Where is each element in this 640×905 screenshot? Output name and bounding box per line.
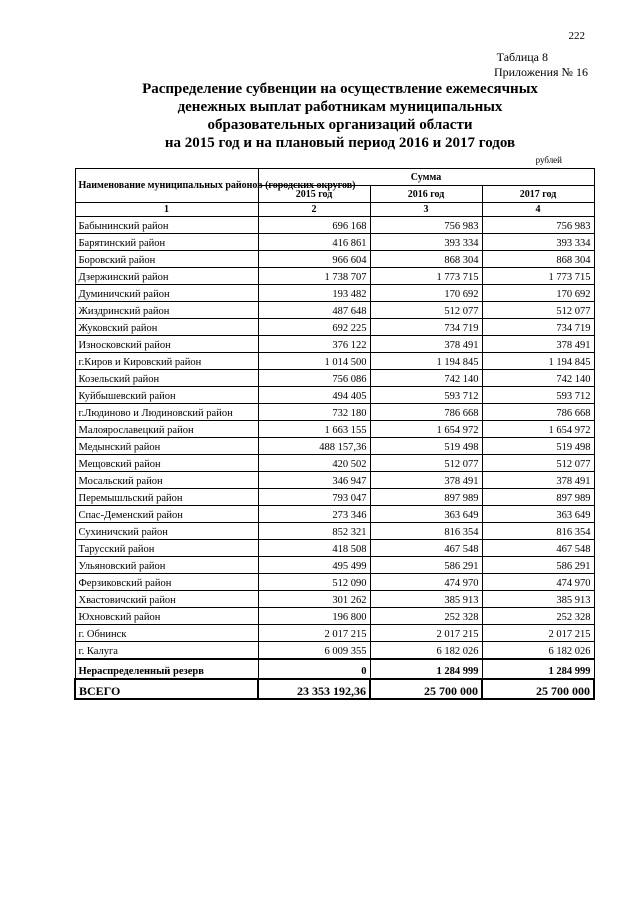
value-2015: 692 225 (258, 319, 370, 336)
value-2016: 1 654 972 (370, 421, 482, 438)
value-2016: 2 017 215 (370, 625, 482, 642)
table-row (75, 472, 594, 489)
value-2015: 1 738 707 (258, 268, 370, 285)
subvention-table (74, 168, 595, 700)
row-name: Бабынинский район (75, 217, 258, 234)
value-2016: 252 328 (370, 608, 482, 625)
value-2015: 495 499 (258, 557, 370, 574)
value-2017: 1 284 999 (482, 659, 594, 679)
value-2017: 474 970 (482, 574, 594, 591)
value-2015: 0 (258, 659, 370, 679)
value-2016: 385 913 (370, 591, 482, 608)
value-2016: 378 491 (370, 336, 482, 353)
value-2016: 734 719 (370, 319, 482, 336)
table-row (75, 370, 594, 387)
column-number: 3 (370, 203, 482, 217)
value-2016: 512 077 (370, 455, 482, 472)
value-2017: 734 719 (482, 319, 594, 336)
row-name: г. Обнинск (75, 625, 258, 642)
row-name: Износковский район (75, 336, 258, 353)
units-label: рублей (535, 155, 562, 165)
value-2017: 25 700 000 (482, 679, 594, 699)
value-2016: 363 649 (370, 506, 482, 523)
row-name: Думиничский район (75, 285, 258, 302)
table-body (75, 217, 594, 660)
value-2016: 1 194 845 (370, 353, 482, 370)
column-header-2016: 2016 год (370, 186, 482, 203)
table-label: Таблица 8 (496, 50, 548, 64)
row-name: Спас-Деменский район (75, 506, 258, 523)
value-2017: 512 077 (482, 302, 594, 319)
value-2015: 488 157,36 (258, 438, 370, 455)
value-2016: 6 182 026 (370, 642, 482, 660)
table-row (75, 421, 594, 438)
value-2015: 301 262 (258, 591, 370, 608)
document-title (120, 80, 560, 152)
table-row (75, 506, 594, 523)
table-row (75, 268, 594, 285)
row-name: ВСЕГО (75, 679, 258, 699)
value-2017: 816 354 (482, 523, 594, 540)
table-row (75, 574, 594, 591)
row-name: Сухиничский район (75, 523, 258, 540)
value-2017: 897 989 (482, 489, 594, 506)
table-row (75, 217, 594, 234)
row-name: Мещовский район (75, 455, 258, 472)
value-2017: 378 491 (482, 336, 594, 353)
value-2015: 346 947 (258, 472, 370, 489)
value-2015: 418 508 (258, 540, 370, 557)
row-name: г.Киров и Кировский район (75, 353, 258, 370)
appendix-label: Приложения № 16 (493, 65, 588, 79)
column-header-2017: 2017 год (482, 186, 594, 203)
row-name: Хвастовичский район (75, 591, 258, 608)
value-2015: 487 648 (258, 302, 370, 319)
value-2015: 196 800 (258, 608, 370, 625)
value-2016: 1 284 999 (370, 659, 482, 679)
total-row (75, 679, 594, 699)
value-2016: 519 498 (370, 438, 482, 455)
value-2015: 732 180 (258, 404, 370, 421)
row-name: Перемышльский район (75, 489, 258, 506)
row-name: Жиздринский район (75, 302, 258, 319)
value-2015: 696 168 (258, 217, 370, 234)
value-2015: 416 861 (258, 234, 370, 251)
value-2016: 868 304 (370, 251, 482, 268)
row-name: Ульяновский район (75, 557, 258, 574)
value-2016: 378 491 (370, 472, 482, 489)
value-2017: 2 017 215 (482, 625, 594, 642)
value-2016: 742 140 (370, 370, 482, 387)
value-2015: 420 502 (258, 455, 370, 472)
table-row (75, 642, 594, 660)
page-number: 222 (568, 30, 585, 42)
value-2017: 742 140 (482, 370, 594, 387)
table-row (75, 455, 594, 472)
value-2017: 6 182 026 (482, 642, 594, 660)
title-line: Распределение субвенции на осуществление ежемесячных (142, 81, 538, 97)
value-2017: 1 773 715 (482, 268, 594, 285)
column-number: 4 (482, 203, 594, 217)
row-name: Медынский район (75, 438, 258, 455)
value-2017: 467 548 (482, 540, 594, 557)
value-2015: 494 405 (258, 387, 370, 404)
value-2017: 385 913 (482, 591, 594, 608)
column-header-sum: Сумма (258, 169, 594, 186)
value-2017: 586 291 (482, 557, 594, 574)
row-name: Ферзиковский район (75, 574, 258, 591)
table-row (75, 540, 594, 557)
table-row (75, 336, 594, 353)
title-line: на 2015 год и на плановый период 2016 и 2017 годов (164, 135, 516, 151)
row-name: Малоярославецкий район (75, 421, 258, 438)
value-2017: 519 498 (482, 438, 594, 455)
value-2017: 786 668 (482, 404, 594, 421)
value-2016: 393 334 (370, 234, 482, 251)
table-row (75, 489, 594, 506)
value-2017: 252 328 (482, 608, 594, 625)
table-row (75, 387, 594, 404)
value-2017: 512 077 (482, 455, 594, 472)
value-2015: 793 047 (258, 489, 370, 506)
reserve-row (75, 659, 594, 679)
column-number: 2 (258, 203, 370, 217)
row-name: Жуковский район (75, 319, 258, 336)
table-row (75, 404, 594, 421)
value-2017: 393 334 (482, 234, 594, 251)
value-2017: 756 983 (482, 217, 594, 234)
title-line: образовательных организаций области (207, 117, 473, 133)
value-2017: 1 194 845 (482, 353, 594, 370)
value-2016: 586 291 (370, 557, 482, 574)
value-2017: 593 712 (482, 387, 594, 404)
row-name: Юхновский район (75, 608, 258, 625)
row-name: Мосальский район (75, 472, 258, 489)
value-2016: 816 354 (370, 523, 482, 540)
title-line: денежных выплат работникам муниципальных (177, 99, 503, 115)
value-2017: 1 654 972 (482, 421, 594, 438)
value-2016: 170 692 (370, 285, 482, 302)
table-row (75, 319, 594, 336)
row-name: Дзержинский район (75, 268, 258, 285)
column-header-2015: 2015 год (258, 186, 370, 203)
value-2015: 376 122 (258, 336, 370, 353)
value-2015: 2 017 215 (258, 625, 370, 642)
row-name: Барятинский район (75, 234, 258, 251)
column-number: 1 (75, 203, 258, 217)
row-name: Куйбышевский район (75, 387, 258, 404)
table-row (75, 251, 594, 268)
table-row (75, 523, 594, 540)
table-row (75, 302, 594, 319)
row-name: г. Калуга (75, 642, 258, 660)
row-name: Боровский район (75, 251, 258, 268)
value-2015: 512 090 (258, 574, 370, 591)
row-name: г.Людиново и Людиновский район (75, 404, 258, 421)
value-2016: 467 548 (370, 540, 482, 557)
value-2017: 378 491 (482, 472, 594, 489)
value-2015: 756 086 (258, 370, 370, 387)
value-2015: 23 353 192,36 (258, 679, 370, 699)
table-row (75, 353, 594, 370)
value-2015: 1 014 500 (258, 353, 370, 370)
value-2015: 193 482 (258, 285, 370, 302)
column-numbers-row (75, 203, 594, 217)
value-2017: 363 649 (482, 506, 594, 523)
value-2016: 897 989 (370, 489, 482, 506)
value-2017: 170 692 (482, 285, 594, 302)
value-2016: 474 970 (370, 574, 482, 591)
value-2015: 852 321 (258, 523, 370, 540)
table-row (75, 625, 594, 642)
value-2016: 1 773 715 (370, 268, 482, 285)
table-row (75, 438, 594, 455)
table-row (75, 557, 594, 574)
value-2016: 25 700 000 (370, 679, 482, 699)
row-name: Тарусский район (75, 540, 258, 557)
row-name: Нераспределенный резерв (75, 659, 258, 679)
table-row (75, 285, 594, 302)
table-row (75, 591, 594, 608)
column-header-name: Наименование муниципальных районов (городских округов) (75, 169, 258, 203)
value-2015: 1 663 155 (258, 421, 370, 438)
value-2017: 868 304 (482, 251, 594, 268)
table-row (75, 608, 594, 625)
value-2015: 966 604 (258, 251, 370, 268)
table-row (75, 234, 594, 251)
value-2016: 756 983 (370, 217, 482, 234)
value-2015: 6 009 355 (258, 642, 370, 660)
value-2016: 512 077 (370, 302, 482, 319)
row-name: Козельский район (75, 370, 258, 387)
value-2016: 786 668 (370, 404, 482, 421)
value-2016: 593 712 (370, 387, 482, 404)
value-2015: 273 346 (258, 506, 370, 523)
